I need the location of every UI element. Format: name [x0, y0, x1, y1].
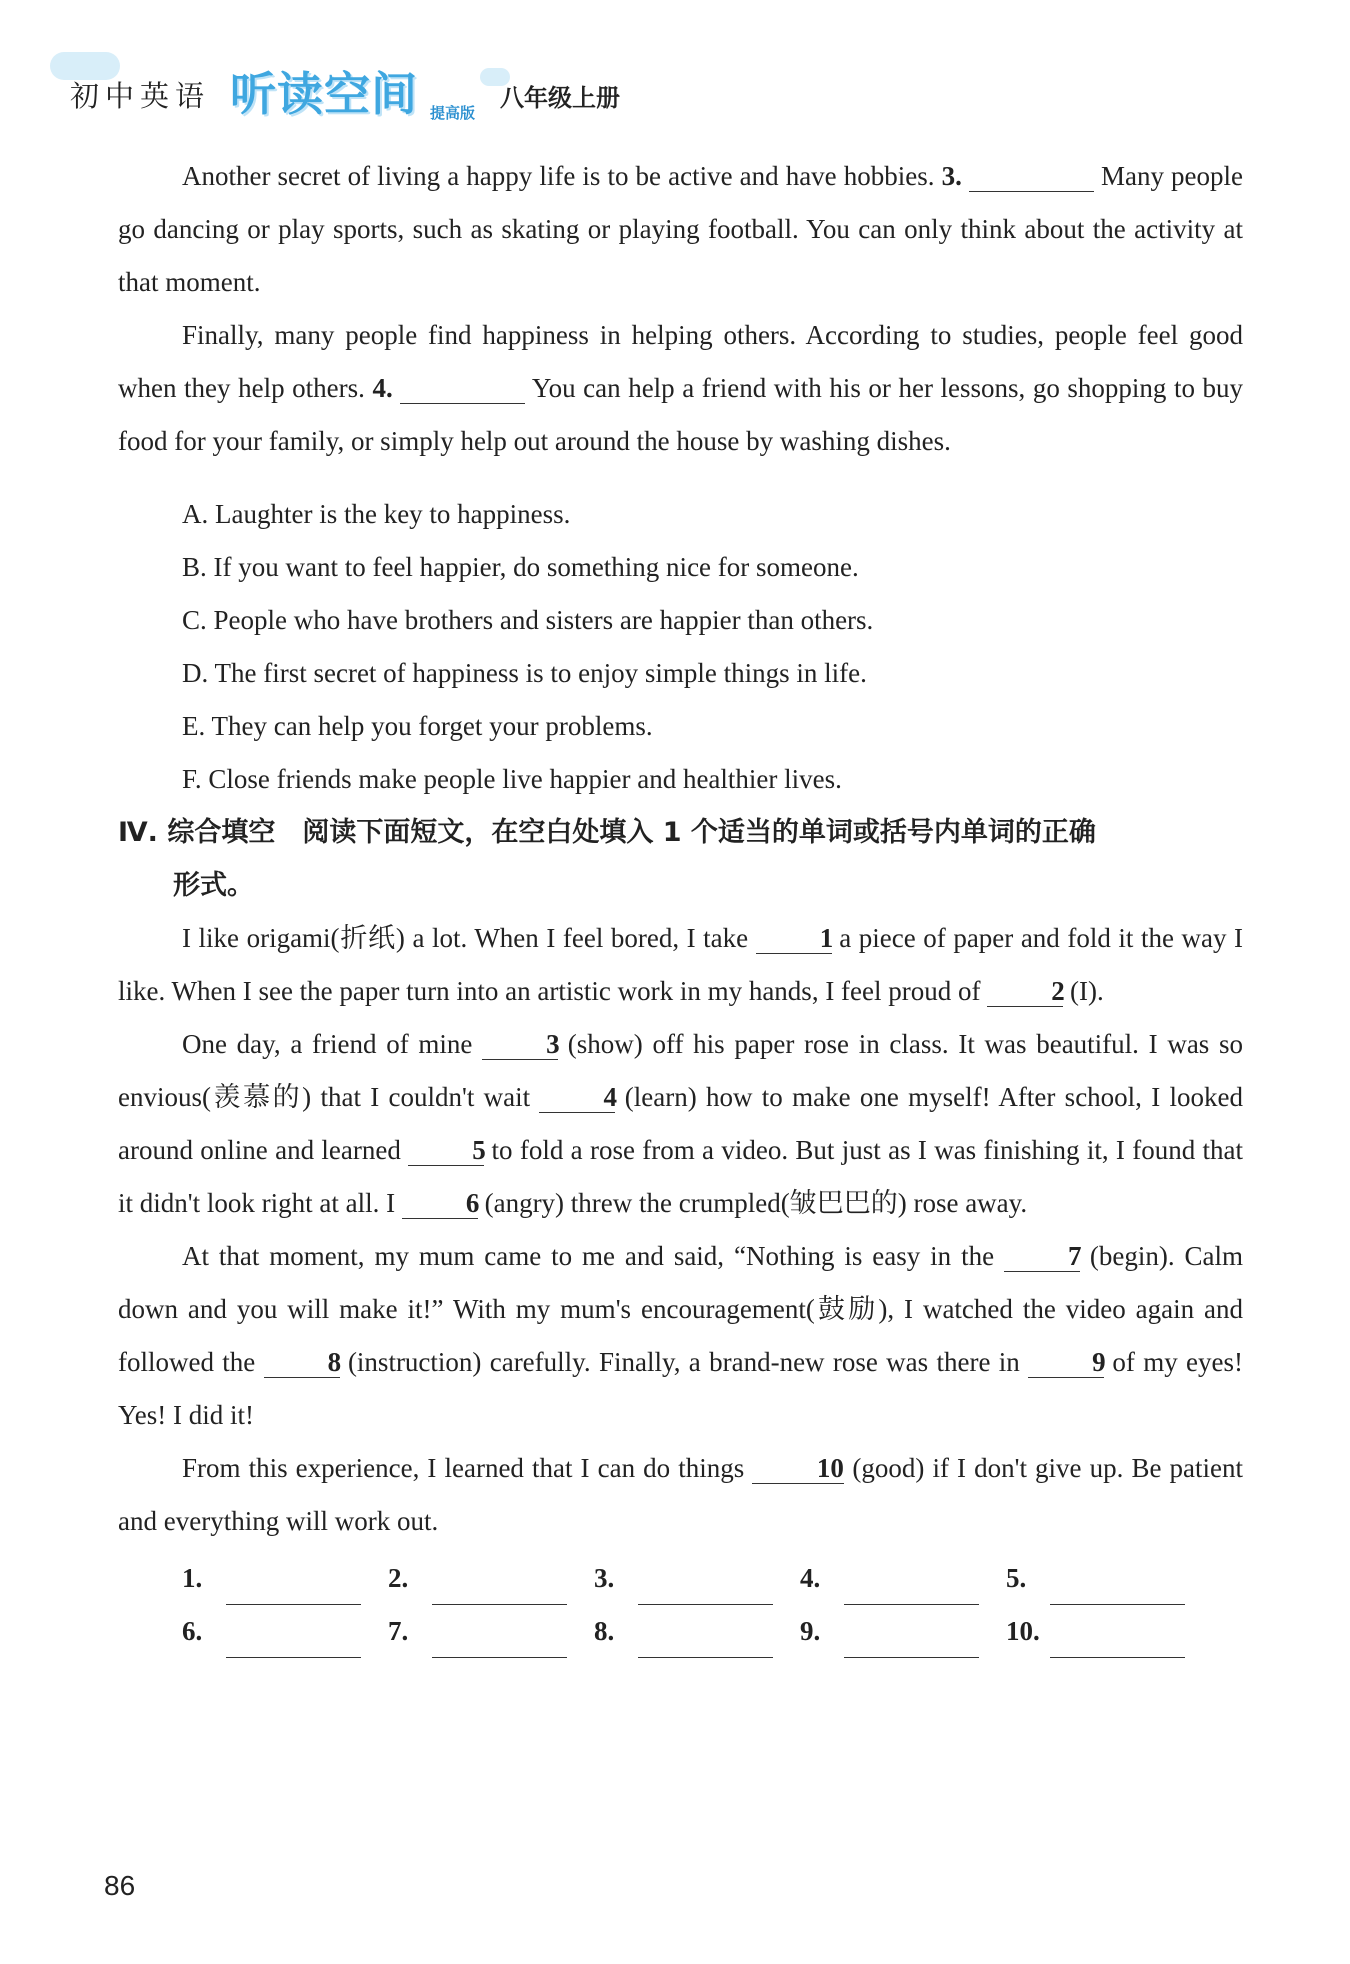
cloze-blank-10[interactable]: 10	[752, 1453, 844, 1484]
answer-slot: 4.	[800, 1552, 1006, 1605]
cloze-paragraph: From this experience, I learned that I can do things 10 (good) if I don't give up. Be patient and everything will work out.	[118, 1453, 1243, 1536]
section-title-line: Ⅳ. 综合填空 阅读下面短文，在空白处填入 1 个适当的单词或括号内单词的正确	[118, 817, 1096, 848]
section-heading	[118, 806, 1243, 912]
option-d: D. The first secret of happiness is to enjoy simple things in life.	[182, 658, 867, 688]
answer-line[interactable]	[226, 1578, 361, 1605]
answer-line[interactable]	[432, 1631, 567, 1658]
cloze-paragraph: At that moment, my mum came to me and said, “Nothing is easy in the 7 (begin). Calm down and you will make it!” With my mum's encouragement(鼓励), I watched the video again and followed the 8 (instruction) carefully. Finally, a brand-new rose was there in 9 of my eyes! Yes! I did it!	[118, 1241, 1244, 1430]
answer-slot: 8.	[594, 1605, 800, 1658]
answer-line[interactable]	[1050, 1631, 1185, 1658]
section-title-line: 形式。	[173, 870, 254, 901]
answer-grid	[118, 1552, 1243, 1658]
answer-line[interactable]	[844, 1631, 979, 1658]
page-number: 86	[104, 1870, 136, 1901]
answer-line[interactable]	[844, 1578, 979, 1605]
answer-line[interactable]	[638, 1631, 773, 1658]
answer-blank[interactable]	[400, 373, 525, 404]
answer-slot: 2.	[388, 1552, 594, 1605]
option-f: F. Close friends make people live happier and healthier lives.	[182, 764, 842, 794]
header-badge: 提高版	[430, 104, 476, 122]
option-a: A. Laughter is the key to happiness.	[182, 499, 571, 529]
cloze-blank-2[interactable]: 2	[987, 976, 1063, 1007]
header-subject: 初中英语	[70, 79, 211, 113]
answer-line[interactable]	[432, 1578, 567, 1605]
cloze-blank-6[interactable]: 6	[402, 1188, 478, 1219]
cloze-blank-7[interactable]: 7	[1004, 1241, 1080, 1272]
answer-line[interactable]	[1050, 1578, 1185, 1605]
passage-paragraph: Finally, many people find happiness in helping others. According to studies, people feel good when they help others. 4. You can help a friend with his or her lessons, go shopping to buy food for your family, or simply help out around the house by washing dishes.	[118, 320, 1244, 456]
page-header	[70, 52, 690, 132]
cloze-blank-1[interactable]: 1	[756, 923, 832, 954]
cloze-paragraph: I like origami(折纸) a lot. When I feel bored, I take 1 a piece of paper and fold it the way I like. When I see the paper turn into an artistic work in my hands, I feel proud of 2 (I).	[118, 923, 1243, 1006]
option-b: B. If you want to feel happier, do something nice for someone.	[182, 552, 859, 582]
cloze-blank-5[interactable]: 5	[408, 1135, 484, 1166]
cloze-paragraph: One day, a friend of mine 3 (show) off his paper rose in class. It was beautiful. I was so envious(羡慕的) that I couldn't wait 4 (learn) how to make one myself! After school, I looked around online and learned 5 to fold a rose from a video. But just as I was finishing it, I found that it didn't look right at all. I 6 (angry) threw the crumpled(皱巴巴的) rose away.	[118, 1029, 1244, 1218]
header-logo: 听读空间	[230, 67, 418, 121]
answer-blank[interactable]	[969, 161, 1094, 192]
answer-slot: 1.	[182, 1552, 388, 1605]
blank-number: 3.	[941, 161, 962, 191]
answer-slot: 7.	[388, 1605, 594, 1658]
cloze-blank-9[interactable]: 9	[1028, 1347, 1104, 1378]
option-c: C. People who have brothers and sisters are happier than others.	[182, 605, 874, 635]
answer-slot: 6.	[182, 1605, 388, 1658]
header-grade: 八年级上册	[500, 84, 620, 112]
answer-row	[118, 1552, 1243, 1605]
page-content	[118, 150, 1243, 1658]
option-e: E. They can help you forget your problems.	[182, 711, 653, 741]
cloze-blank-4[interactable]: 4	[539, 1082, 615, 1113]
answer-row	[118, 1605, 1243, 1658]
answer-slot: 5.	[1006, 1552, 1212, 1605]
answer-slot: 9.	[800, 1605, 1006, 1658]
answer-slot: 3.	[594, 1552, 800, 1605]
blank-number: 4.	[372, 373, 393, 403]
passage-paragraph: Another secret of living a happy life is to be active and have hobbies. 3. Many people go dancing or play sports, such as skating or playing football. You can only think about the activity at that moment.	[118, 161, 1244, 297]
answer-line[interactable]	[638, 1578, 773, 1605]
cloze-blank-8[interactable]: 8	[264, 1347, 340, 1378]
answer-line[interactable]	[226, 1631, 361, 1658]
spacer	[118, 468, 1243, 488]
answer-slot: 10.	[1006, 1605, 1212, 1658]
cloze-blank-3[interactable]: 3	[482, 1029, 558, 1060]
